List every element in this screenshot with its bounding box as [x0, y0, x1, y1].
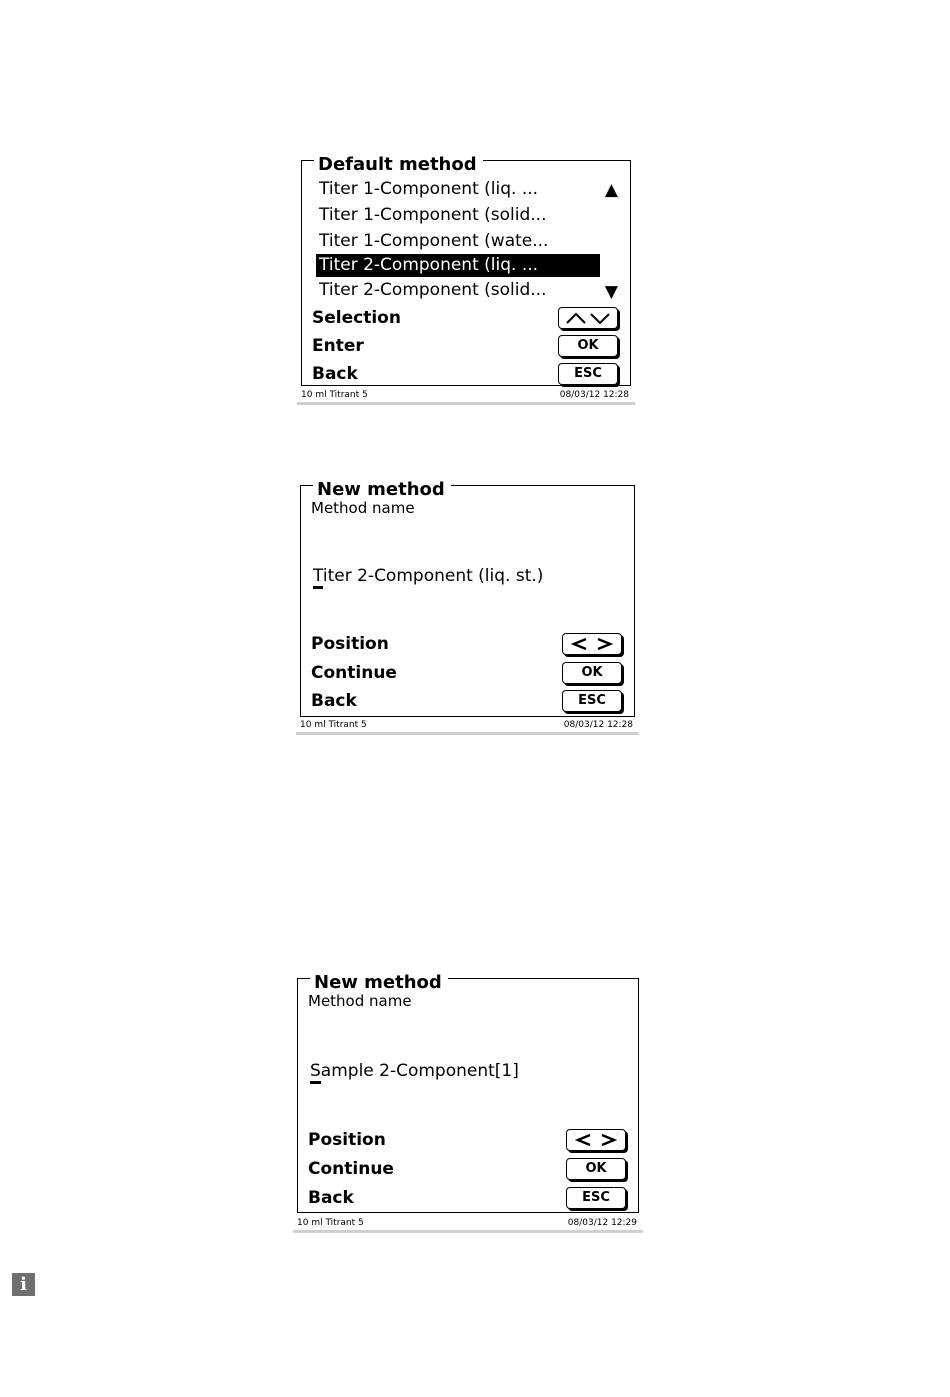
method-list-item-selected[interactable]: Titer 2-Component (liq. ... [316, 254, 600, 277]
method-name-label: Method name [311, 499, 415, 517]
status-bar [293, 1216, 643, 1233]
continue-row [308, 1156, 626, 1182]
scroll-down-icon[interactable]: ▼ [604, 282, 618, 302]
left-right-arrows-icon [568, 636, 616, 652]
esc-key[interactable]: ESC [562, 690, 622, 712]
position-row [311, 631, 622, 657]
info-icon: i [12, 1273, 35, 1296]
method-name-value: ample 2-Component[1] [320, 1061, 519, 1081]
new-method-frame [300, 479, 635, 717]
status-datetime: 08/03/12 12:28 [559, 390, 629, 400]
esc-key[interactable]: ESC [566, 1187, 626, 1209]
left-right-key[interactable] [566, 1129, 626, 1151]
position-label: Position [308, 1130, 386, 1150]
left-right-key[interactable] [562, 633, 622, 655]
selection-label: Selection [312, 308, 401, 328]
status-bar [297, 388, 635, 405]
status-datetime: 08/03/12 12:29 [567, 1218, 637, 1228]
position-label: Position [311, 634, 389, 654]
back-label: Back [312, 364, 358, 384]
method-list-item[interactable]: Titer 2-Component (solid... [319, 280, 547, 300]
up-down-arrows-icon [564, 310, 612, 326]
method-list-item[interactable]: Titer 1-Component (solid... [319, 205, 547, 225]
screen-title: New method [313, 480, 451, 500]
selection-row [312, 305, 618, 331]
method-list-item[interactable]: Titer 1-Component (liq. ... [319, 179, 539, 199]
enter-label: Enter [312, 336, 364, 356]
back-label: Back [311, 691, 357, 711]
status-titrant: 10 ml Titrant 5 [297, 1218, 364, 1228]
position-row [308, 1127, 626, 1153]
default-method-frame [301, 154, 631, 386]
method-list-item[interactable]: Titer 1-Component (wate... [319, 231, 549, 251]
status-bar [296, 718, 639, 735]
ok-key[interactable]: OK [562, 662, 622, 684]
enter-row [312, 333, 618, 359]
text-cursor: S [310, 1061, 321, 1084]
new-method-screen [300, 475, 635, 735]
back-label: Back [308, 1188, 354, 1208]
status-titrant: 10 ml Titrant 5 [301, 390, 368, 400]
continue-row [311, 660, 622, 686]
method-name-field[interactable] [313, 565, 543, 587]
back-row [312, 361, 618, 387]
text-cursor: T [313, 566, 323, 589]
left-right-arrows-icon [572, 1132, 620, 1148]
ok-key[interactable]: OK [558, 335, 618, 357]
screen-title: Default method [314, 155, 483, 175]
back-row [308, 1185, 626, 1211]
esc-key[interactable]: ESC [558, 363, 618, 385]
new-method-frame [297, 972, 639, 1213]
default-method-screen [301, 150, 631, 405]
back-row [311, 688, 622, 714]
method-name-field[interactable] [310, 1060, 519, 1082]
ok-key[interactable]: OK [566, 1158, 626, 1180]
continue-label: Continue [308, 1159, 394, 1179]
method-name-value: iter 2-Component (liq. st.) [322, 566, 544, 586]
status-titrant: 10 ml Titrant 5 [300, 720, 367, 730]
continue-label: Continue [311, 663, 397, 683]
up-down-key[interactable] [558, 307, 618, 329]
method-name-label: Method name [308, 992, 412, 1010]
status-datetime: 08/03/12 12:28 [563, 720, 633, 730]
scroll-up-icon[interactable]: ▲ [604, 180, 618, 200]
screen-title: New method [310, 973, 448, 993]
new-method-screen [297, 968, 639, 1230]
